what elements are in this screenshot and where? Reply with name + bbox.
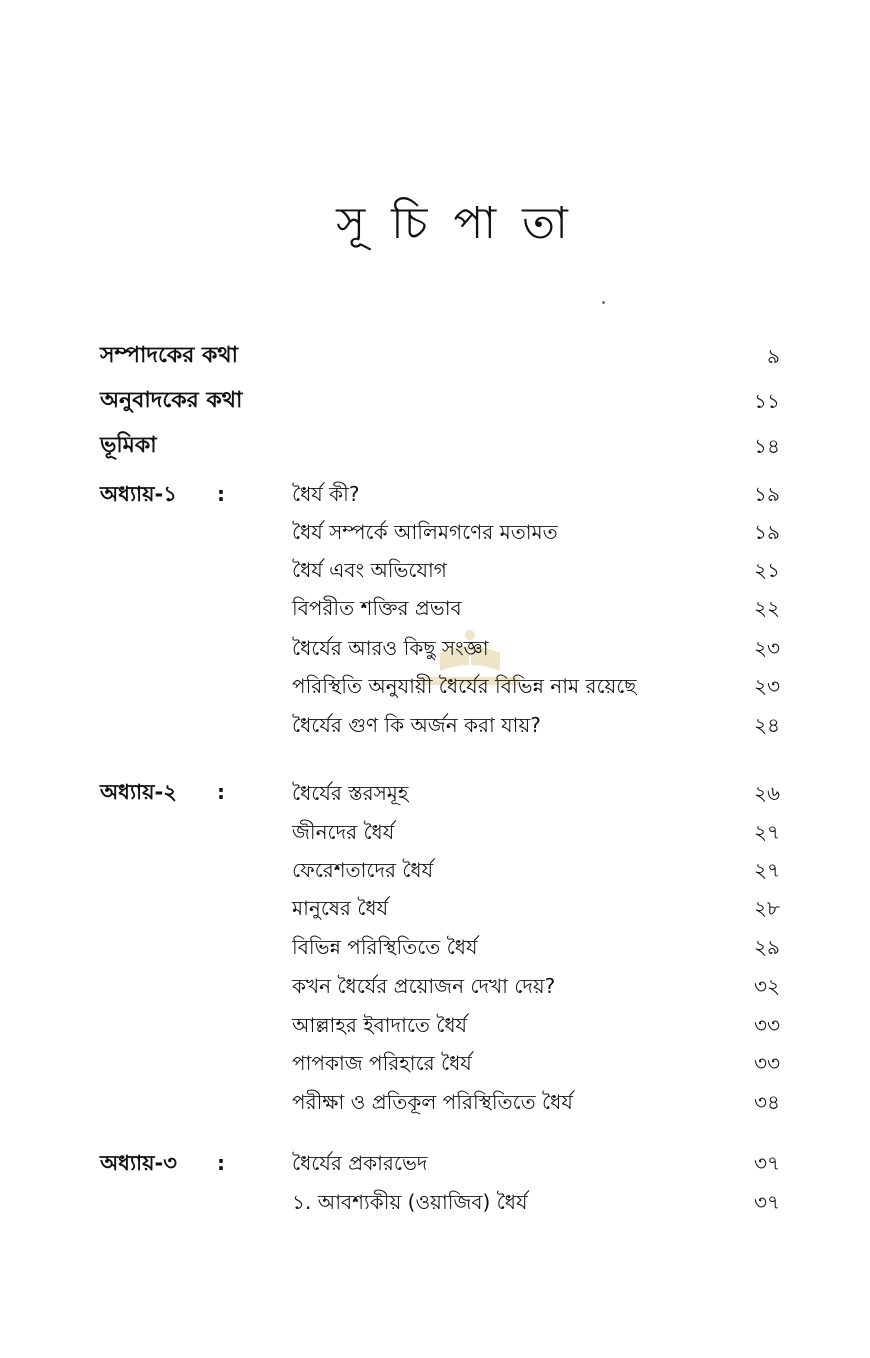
stray-dot xyxy=(602,301,605,304)
toc-entry-title: ধৈর্য এবং অভিযোগ xyxy=(292,558,447,582)
toc-front-item[interactable] xyxy=(100,428,780,464)
toc-page-number: ৩৭ xyxy=(753,1190,780,1214)
toc-page-number: ৩৭ xyxy=(753,1151,780,1175)
toc-page-number: ১৯ xyxy=(754,482,780,506)
toc-entry[interactable] xyxy=(292,1145,780,1181)
toc-entry[interactable] xyxy=(292,968,780,1004)
toc-entry-title: ১. আবশ্যকীয় (ওয়াজিব) ধৈর্য xyxy=(292,1190,528,1214)
toc-entry-title: বিপরীত শক্তির প্রভাব xyxy=(292,596,462,620)
page-title: সূ চি পা তা xyxy=(336,198,574,249)
toc-page-number: ২৪ xyxy=(754,713,780,737)
toc-page-number: ২২ xyxy=(753,596,780,620)
toc-page-number: ২৩ xyxy=(753,674,780,698)
chapter-separator: : xyxy=(217,780,225,804)
toc-page-number: ১১ xyxy=(754,389,780,413)
toc-entry[interactable] xyxy=(292,1084,780,1120)
toc-page-number: ৩২ xyxy=(753,974,780,998)
chapter-label: অধ্যায়-৩ xyxy=(100,1151,177,1175)
toc-entry[interactable] xyxy=(292,1184,780,1220)
toc-page-number: ১৯ xyxy=(754,520,780,544)
toc-entry[interactable] xyxy=(292,1045,780,1081)
toc-entry[interactable] xyxy=(292,668,780,704)
toc-page-number: ৩৪ xyxy=(754,1090,780,1114)
toc-entry-title: ধৈর্য সম্পর্কে আলিমগণের মতামত xyxy=(292,520,558,544)
toc-entry-title: মানুষের ধৈর্য xyxy=(292,896,389,920)
toc-entry-title: ধৈর্য কী? xyxy=(292,482,360,506)
toc-entry[interactable] xyxy=(292,1007,780,1043)
toc-entry[interactable] xyxy=(292,814,780,850)
toc-front-label: অনুবাদকের কথা xyxy=(100,388,243,413)
toc-page-number: ২৭ xyxy=(753,820,780,844)
toc-entry[interactable] xyxy=(292,929,780,965)
toc-entry-title: বিভিন্ন পরিস্থিতিতে ধৈর্য xyxy=(292,935,478,959)
toc-entry-title: পাপকাজ পরিহারে ধৈর্য xyxy=(292,1051,472,1075)
toc-front-label: সম্পাদকের কথা xyxy=(100,343,238,368)
toc-entry[interactable] xyxy=(292,630,780,666)
toc-page-number: ২৬ xyxy=(753,781,780,805)
toc-page-number: ২৩ xyxy=(753,636,780,660)
toc-entry[interactable] xyxy=(292,552,780,588)
toc-page-number: ২৯ xyxy=(754,935,780,959)
toc-entry-title: পরিস্থিতি অনুযায়ী ধৈর্যের বিভিন্ন নাম রয়েছে xyxy=(292,674,637,698)
toc-page-number: ২৮ xyxy=(754,896,780,920)
toc-page-number: ২৭ xyxy=(753,858,780,882)
toc-front-item[interactable] xyxy=(100,338,780,374)
toc-entry[interactable] xyxy=(292,514,780,550)
toc-entry-title: পরীক্ষা ও প্রতিকূল পরিস্থিতিতে ধৈর্য xyxy=(292,1090,573,1114)
toc-entry[interactable] xyxy=(292,775,780,811)
chapter-label: অধ্যায়-১ xyxy=(100,482,177,506)
chapter-label: অধ্যায়-২ xyxy=(100,780,177,804)
chapter-separator: : xyxy=(217,482,225,506)
toc-entry-title: আল্লাহর ইবাদাতে ধৈর্য xyxy=(292,1013,468,1037)
toc-entry[interactable] xyxy=(292,590,780,626)
toc-entry-title: ধৈর্যের গুণ কি অর্জন করা যায়? xyxy=(292,713,541,737)
toc-entry[interactable] xyxy=(292,852,780,888)
toc-entry-title: ধৈর্যের স্তরসমূহ xyxy=(292,781,409,805)
toc-entry[interactable] xyxy=(292,476,780,512)
toc-entry-title: জীনদের ধৈর্য xyxy=(292,820,395,844)
toc-entry[interactable] xyxy=(292,707,780,743)
toc-entry[interactable] xyxy=(292,890,780,926)
toc-entry-title: ধৈর্যের প্রকারভেদ xyxy=(292,1151,428,1175)
toc-entry-title: কখন ধৈর্যের প্রয়োজন দেখা দেয়? xyxy=(292,974,556,998)
toc-front-item[interactable] xyxy=(100,383,780,419)
toc-page-number: ৯ xyxy=(767,344,780,368)
toc-front-label: ভূমিকা xyxy=(100,433,157,458)
toc-page-number: ৩৩ xyxy=(753,1051,780,1075)
toc-entry-title: ফেরেশতাদের ধৈর্য xyxy=(292,858,434,882)
chapter-separator: : xyxy=(217,1151,225,1175)
toc-page-number: ৩৩ xyxy=(753,1013,780,1037)
toc-page-number: ২১ xyxy=(754,558,780,582)
toc-page-number: ১৪ xyxy=(754,434,780,458)
toc-entry-title: ধৈর্যের আরও কিছু সংজ্ঞা xyxy=(292,636,489,660)
